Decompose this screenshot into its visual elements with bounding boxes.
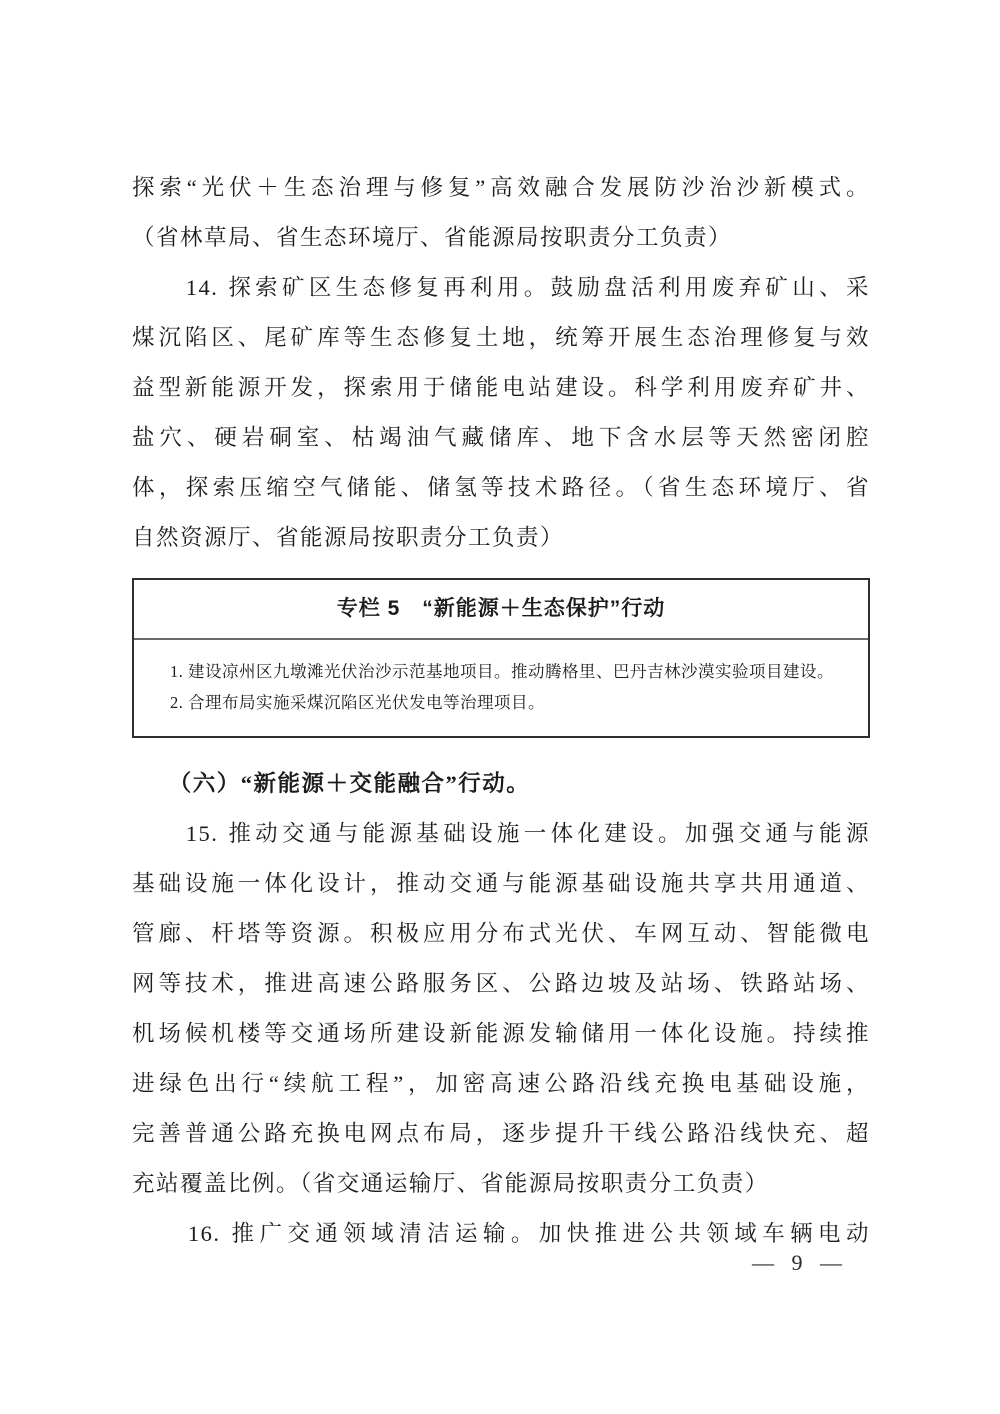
text-line: 16. 推广交通领域清洁运输。加快推进公共领域车辆电动 — [132, 1221, 870, 1246]
text-line: 15. 推动交通与能源基础设施一体化建设。加强交通与能源 — [132, 821, 870, 846]
paragraph-intro-continuation — [132, 163, 870, 263]
text-line: 进绿色出行“续航工程”，加密高速公路沿线充换电基础设施， — [132, 1071, 870, 1096]
text-line: （省林草局、省生态环境厅、省能源局按职责分工负责） — [132, 225, 733, 250]
spotlight-box-item: 2. 合理布局实施采煤沉陷区光伏发电等治理项目。 — [170, 693, 545, 712]
paragraph-item-15 — [132, 809, 870, 1209]
text-line: 充站覆盖比例。（省交通运输厅、省能源局按职责分工负责） — [132, 1171, 769, 1196]
paragraph-item-14 — [132, 263, 870, 563]
text-line: 益型新能源开发，探索用于储能电站建设。科学利用废弃矿井、 — [132, 375, 870, 400]
text-line: 14. 探索矿区生态修复再利用。鼓励盘活利用废弃矿山、采 — [132, 275, 870, 300]
text-line: 完善普通公路充换电网点布局，逐步提升干线公路沿线快充、超 — [132, 1121, 870, 1146]
text-line: 探索“光伏＋生态治理与修复”高效融合发展防沙治沙新模式。 — [132, 175, 870, 200]
spotlight-box-title: 专栏 5 “新能源＋生态保护”行动 — [134, 580, 868, 640]
text-line: 体，探索压缩空气储能、储氢等技术路径。（省生态环境厅、省 — [132, 475, 870, 500]
text-line: 自然资源厅、省能源局按职责分工负责） — [132, 525, 565, 550]
spotlight-box-body — [134, 640, 868, 736]
document-body — [132, 163, 870, 1259]
text-line: 网等技术，推进高速公路服务区、公路边坡及站场、铁路站场、 — [132, 971, 870, 996]
text-line: 机场候机楼等交通场所建设新能源发输储用一体化设施。持续推 — [132, 1021, 870, 1046]
section-heading-6 — [132, 759, 870, 809]
text-line: 盐穴、硬岩硐室、枯竭油气藏储库、地下含水层等天然密闭腔 — [132, 425, 870, 450]
section-heading-text: （六）“新能源＋交能融合”行动。 — [132, 771, 531, 796]
spotlight-box-5 — [132, 578, 870, 738]
spotlight-box-item: 1. 建设凉州区九墩滩光伏治沙示范基地项目。推动腾格里、巴丹吉林沙漠实验项目建设。 — [170, 662, 834, 681]
text-line: 煤沉陷区、尾矿库等生态修复土地，统筹开展生态治理修复与效 — [132, 325, 870, 350]
text-line: 基础设施一体化设计，推动交通与能源基础设施共享共用通道、 — [132, 871, 870, 896]
page-number: — 9 — — [752, 1250, 848, 1275]
text-line: 管廊、杆塔等资源。积极应用分布式光伏、车网互动、智能微电 — [132, 921, 870, 946]
